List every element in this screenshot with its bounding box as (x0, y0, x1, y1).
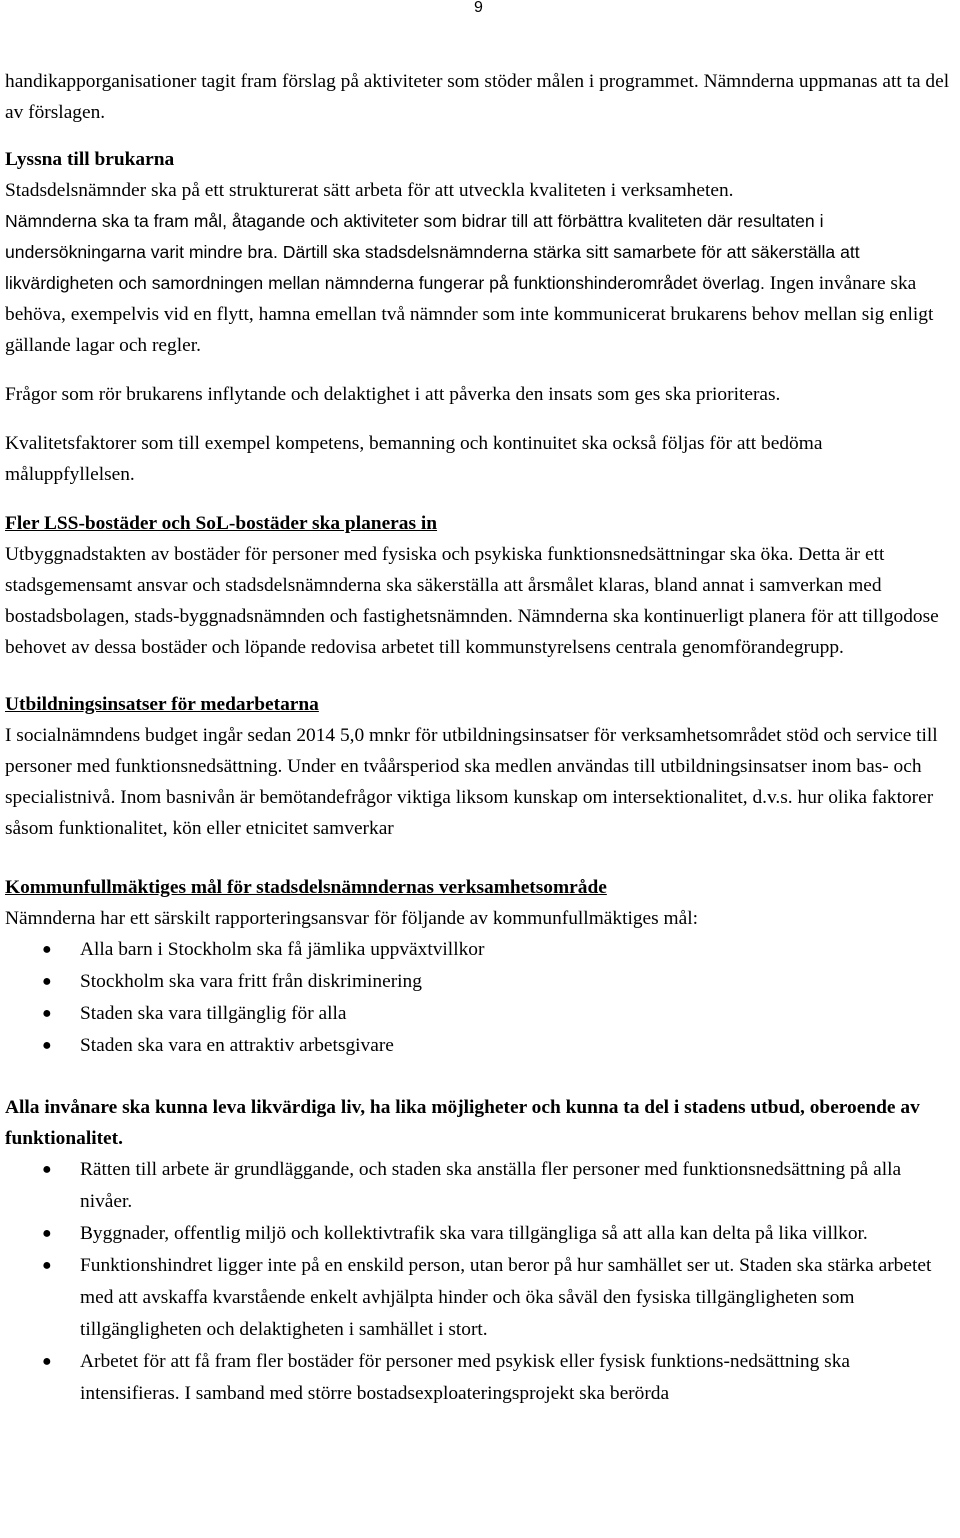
bullet-icon: ● (42, 1225, 52, 1242)
bullet-icon: ● (42, 1037, 52, 1054)
section-lyssna-sans-text: Nämnderna ska ta fram mål, åtagande och aktiviteter som bidrar till att förbättra kvaliteten där resultaten i undersökningarna varit mindre bra. Därtill ska stadsdelsnämnderna stärka sitt samarbete för att säkerställa att likvärdigheten och samordningen mellan nämnderna fungerar på funktionshinderområdet överlag. (5, 211, 860, 293)
bullet-icon: ● (42, 1161, 52, 1178)
list-item-text: Staden ska vara tillgänglig för alla (80, 1003, 347, 1024)
goals-list (5, 934, 955, 1062)
alla-list (5, 1154, 955, 1410)
list-item (5, 1218, 955, 1250)
section-lyssna-body (5, 206, 955, 361)
list-item-text: Staden ska vara en attraktiv arbetsgivare (80, 1035, 394, 1056)
section-lyssna-line1: Stadsdelsnämnder ska på ett strukturerat sätt arbeta för att utveckla kvaliteten i verksamheten. (5, 180, 734, 201)
section-lyssna-serif-text: Ingen invånare ska behöva, exempelvis vid en flytt, hamna emellan två nämnder som inte kommunicerat brukarens behov mellan sig enligt gällande lagar och regler. (5, 273, 934, 356)
list-item-text: Rätten till arbete är grundläggande, och staden ska anställa fler personer med funktionsnedsättning på alla nivåer. (80, 1159, 902, 1212)
bullet-icon: ● (42, 973, 52, 990)
section-heading-lyssna: Lyssna till brukarna (5, 149, 175, 170)
list-item (5, 998, 955, 1030)
section-lss (5, 508, 955, 663)
list-item (5, 1030, 955, 1062)
section-heading-alla: Alla invånare ska kunna leva likvärdiga liv, ha lika möjligheter och kunna ta del i stadens utbud, oberoende av funktionalitet. (5, 1097, 920, 1149)
bullet-icon: ● (42, 1005, 52, 1022)
paragraph-kvalitet: Kvalitetsfaktorer som till exempel kompetens, bemanning och kontinuitet ska också följas för att bedöma måluppfyllelsen. (5, 433, 823, 485)
list-item (5, 1346, 955, 1410)
list-item (5, 1250, 955, 1346)
section-alla (5, 1092, 955, 1410)
section-mal-intro: Nämnderna har ett särskilt rapporteringsansvar för följande av kommunfullmäktiges mål: (5, 908, 699, 929)
list-item-text: Funktionshindret ligger inte på en enskild person, utan beror på hur samhället ser ut. Staden ska stärka arbetet med att avskaffa kvarstående enkelt avhjälpta hinder och öka såväl den fysiska tillgängligheten som tillgängligheten och delaktigheten i samhället i stort. (80, 1255, 932, 1340)
list-item (5, 934, 955, 966)
section-utbildning (5, 689, 955, 844)
document-body (5, 66, 955, 1410)
list-item (5, 966, 955, 998)
paragraph-fragor: Frågor som rör brukarens inflytande och delaktighet i att påverka den insats som ges ska prioriteras. (5, 384, 781, 405)
list-item-text: Alla barn i Stockholm ska få jämlika uppväxtvillkor (80, 939, 485, 960)
list-item (5, 1154, 955, 1218)
list-item-text: Stockholm ska vara fritt från diskriminering (80, 971, 422, 992)
bullet-icon: ● (42, 1353, 52, 1370)
page-number: 9 (474, 0, 483, 16)
section-lyssna (5, 144, 955, 361)
section-heading-lss: Fler LSS-bostäder och SoL-bostäder ska planeras in (5, 513, 438, 534)
list-item-text: Byggnader, offentlig miljö och kollektivtrafik ska vara tillgängliga så att alla kan delta på lika villkor. (80, 1223, 868, 1244)
section-utbildning-body: I socialnämndens budget ingår sedan 2014 5,0 mnkr för utbildningsinsatser för verksamhetsområdet stöd och service till personer med funktionsnedsättning. Under en tvåårsperiod ska medlen användas till utbildningsinsatser inom bas- och specialistnivå. Inom basnivån är bemötandefrågor viktiga liksom kunskap om intersektionalitet, d.v.s. hur olika faktorer såsom funktionalitet, kön eller etnicitet samverkar (5, 725, 938, 839)
section-lss-body: Utbyggnadstakten av bostäder för personer med fysiska och psykiska funktionsnedsättningar ska öka. Detta är ett stadsgemensamt ansvar och stadsdelsnämnderna ska säkerställa att årsmålet klaras, bland annat i samverkan med bostadsbolagen, stads-byggnadsnämnden och fastighetsnämnden. Nämnderna ska kontinuerligt planera för att tillgodose behovet av dessa bostäder och löpande redovisa arbetet till kommunstyrelsens centrala genomförandegrupp. (5, 544, 939, 658)
bullet-icon: ● (42, 941, 52, 958)
section-heading-mal: Kommunfullmäktiges mål för stadsdelsnämndernas verksamhetsområde (5, 877, 607, 898)
section-heading-utbildning: Utbildningsinsatser för medarbetarna (5, 694, 319, 715)
intro-paragraph: handikapporganisationer tagit fram förslag på aktiviteter som stöder målen i programmet. Nämnderna uppmanas att ta del av förslagen. (5, 71, 950, 123)
section-mal (5, 872, 955, 1062)
list-item-text: Arbetet för att få fram fler bostäder för personer med psykisk eller fysisk funktions-nedsättning ska intensifieras. I samband med större bostadsexploateringsprojekt ska berörda (80, 1351, 851, 1404)
bullet-icon: ● (42, 1257, 52, 1274)
